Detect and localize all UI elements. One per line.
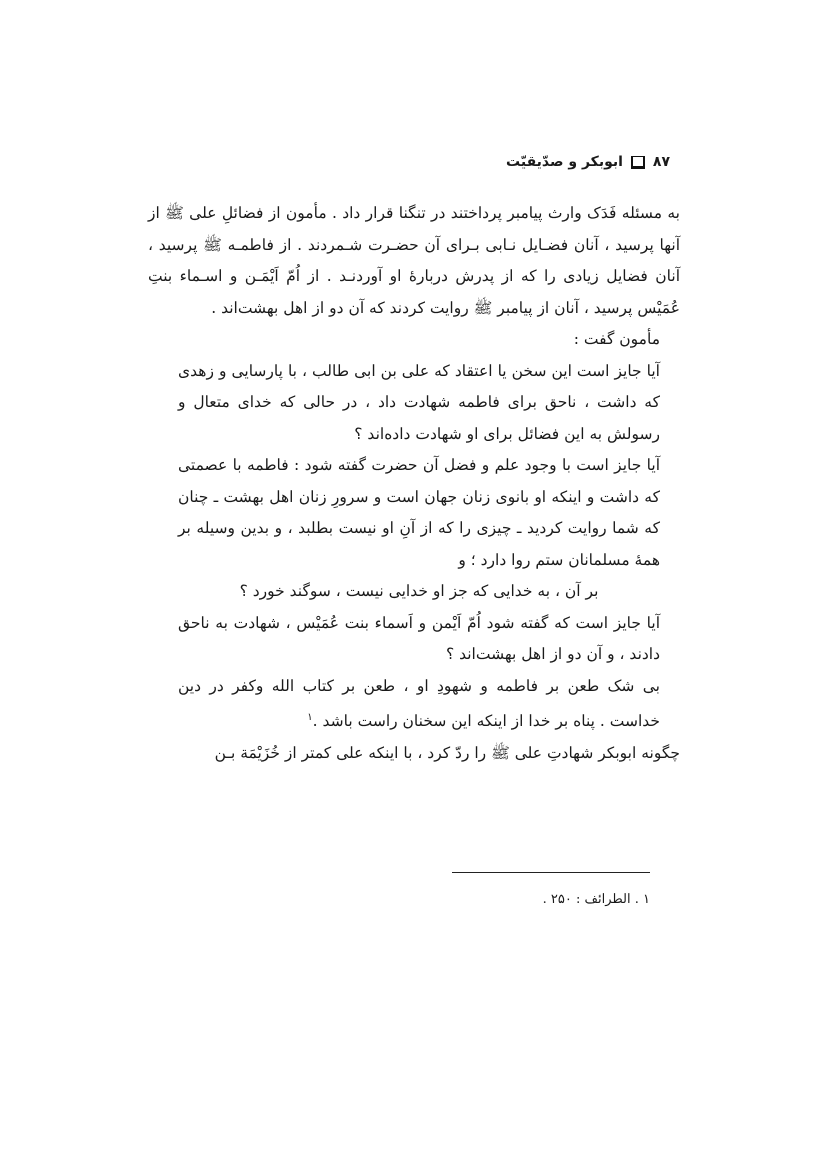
footnote: ۱ . الطرائف : ۲۵۰ .	[542, 892, 650, 907]
book-icon	[631, 156, 645, 169]
paragraph: چگونه ابوبکر شهادتِ علی ﷺ را ردّ کرد ، با اینکه علی کمتر از خُزَیْمَة بـن	[214, 743, 680, 762]
page-number: ۸۷	[652, 154, 670, 170]
quote-text: بی شک طعن بر فاطمه و شهودِ او ، طعن بر کتاب الله وکفر در دین خداست . پناه بر خدا از اینکه این سخنان راست باشد .	[178, 676, 660, 731]
running-title: ابوبکر و صدّیقیّت	[506, 154, 623, 170]
footnote-reference: ۱	[307, 712, 313, 723]
paragraph: مأمون گفت :	[573, 330, 660, 348]
paragraph: به مسئله فَدَک وارث پیامبر پرداختند در تنگنا قرار داد . مأمون از فضائلِ علی ﷺ از آنها پرسید ، آنان فضـایل نـابی بـرای آن حضـرت شـمردند . از فاطمـه ﷺ پرسید ، آنان فضایل زیادی را که از پدرش دربارهٔ او آوردنـد . از اُمّ اَیْمَـن و اسـماء بنتِ عُمَیْس پرسید ، آنان از پیامبر ﷺ روایت کردند که آن دو از اهل بهشت‌اند .	[148, 204, 680, 317]
quote-paragraph: بر آن ، به خدایی که جز او خدایی نیست ، سوگند خورد ؟	[239, 582, 599, 600]
footnote-divider	[452, 872, 650, 873]
body-text	[148, 198, 680, 769]
quote-paragraph: آیا جایز است این سخن یا اعتقاد که علی بن ابی طالب ، با پارسایی و زهدی که داشت ، ناحق برای فاطمه شهادت داد ، در حالی که خدای متعال و رسولش به این فضائل برای او شهادت داده‌اند ؟	[178, 361, 660, 443]
quote-paragraph: آیا جایز است که گفته شود اُمّ اَیْمن و اَسماء بنت عُمَیْس ، شهادت به ناحق دادند ، و آن دو از اهل بهشت‌اند ؟	[178, 613, 660, 663]
running-header	[150, 150, 670, 174]
quote-paragraph: آیا جایز است با وجود علم و فضل آن حضرت گفته شود : فاطمه با عصمتی که داشت و اینکه او بانوی زنان جهان است و سرورِ زنان اهل بهشت ـ چنان که شما روایت کردید ـ چیزی را که از آنِ او نیست بطلبد ، و بدین وسیله بر همهٔ مسلمانان ستم روا دارد ؛ و	[178, 456, 660, 569]
quote-paragraph	[148, 671, 680, 738]
